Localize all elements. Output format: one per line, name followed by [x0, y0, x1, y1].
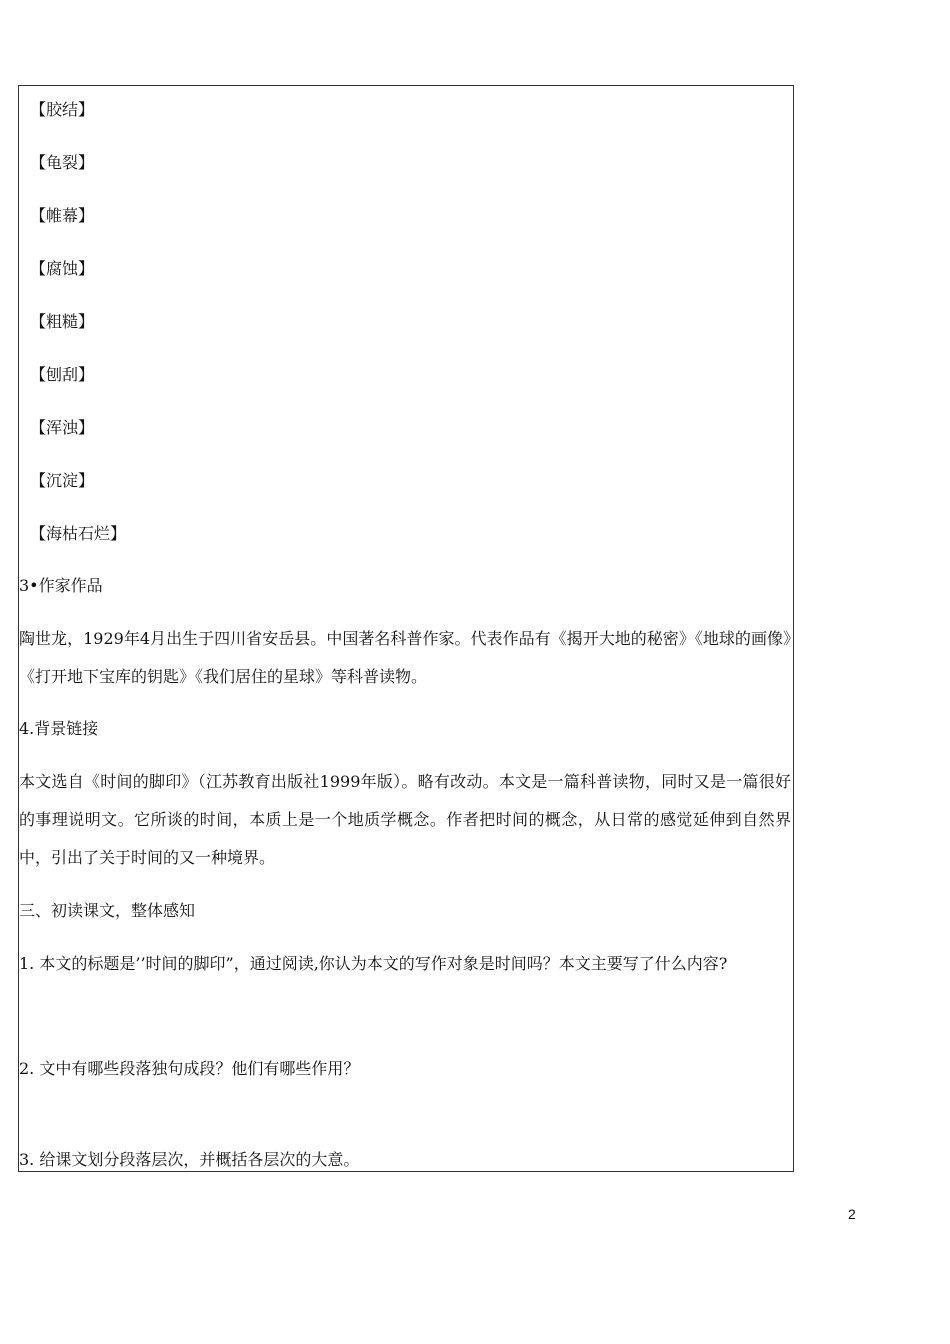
section-heading-author: 3•作家作品 — [19, 576, 103, 595]
content-table-cell — [18, 85, 794, 1172]
vocab-item-1: 【胶结】 — [30, 100, 95, 119]
question-1: 1. 本文的标题是’’时间的脚印”，通过阅读,你认为本文的写作对象是时间吗？本文主要写了什么内容? — [19, 954, 728, 973]
question-2: 2. 文中有哪些段落独句成段？他们有哪些作用？ — [19, 1059, 360, 1078]
vocab-item-8: 【沉淀】 — [30, 471, 95, 490]
part-heading: 三、初读课文，整体感知 — [19, 901, 196, 920]
vocab-item-9: 【海枯石烂】 — [30, 524, 127, 543]
question-3: 3. 给课文划分段落层次，并概括各层次的大意。 — [19, 1150, 360, 1169]
background-paragraph: 本文选自《时间的脚印》（江苏教育出版社1999年版）。略有改动。本文是一篇科普读物，同时又是一篇很好的事理说明文。它所谈的时间，本质上是一个地质学概念。作者把时间的概念，从日常的感觉延伸到自然界中，引出了关于时间的又一种境界。 — [19, 772, 791, 867]
vocab-item-5: 【粗糙】 — [30, 312, 95, 331]
vocab-item-7: 【浑浊】 — [30, 418, 95, 437]
vocab-item-2: 【龟裂】 — [30, 153, 95, 172]
vocab-item-4: 【腐蚀】 — [30, 259, 95, 278]
author-paragraph: 陶世龙，1929年4月出生于四川省安岳县。中国著名科普作家。代表作品有《揭开大地的秘密》《地球的画像》《打开地下宝库的钥匙》《我们居住的星球》等科普读物。 — [19, 629, 791, 686]
section-heading-background: 4.背景链接 — [19, 719, 99, 738]
vocab-item-6: 【刨刮】 — [30, 365, 95, 384]
vocab-item-3: 【帷幕】 — [30, 206, 95, 225]
page-number: 2 — [848, 1206, 856, 1222]
